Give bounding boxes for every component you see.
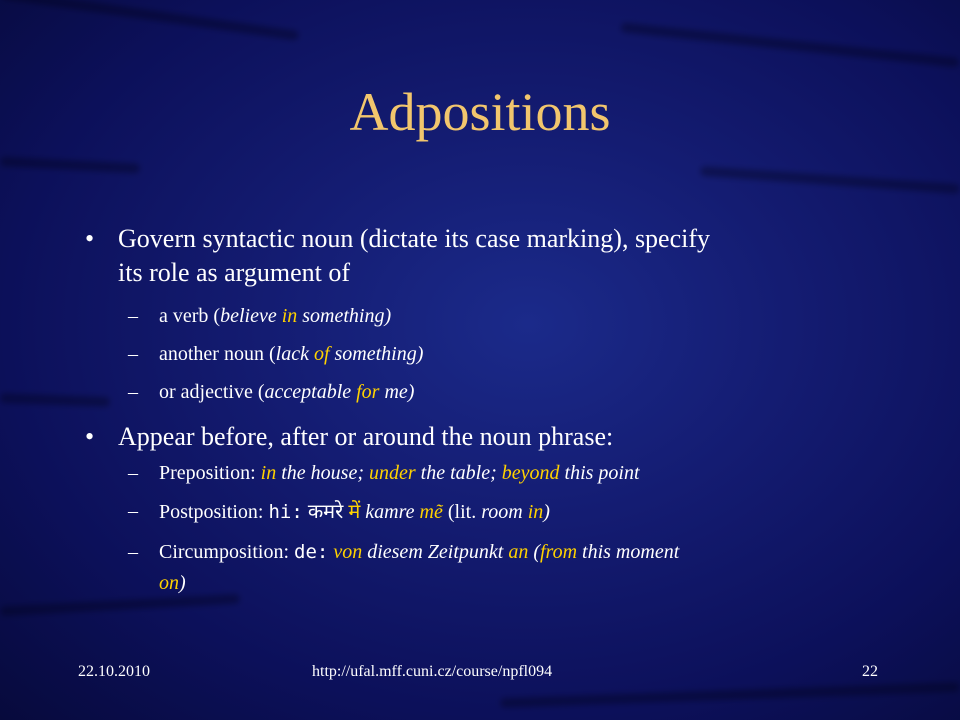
slide: Adpositions • Govern syntactic noun (dictate its case marking), specify its role as argument of – a verb (believe in something) – another noun (lack of something) – or adjective (acceptable for me) • Appear before, after or around the noun phrase: – Preposition: in the house; under the table; beyond this point – Postposition: hi: कमरे में kamre mẽ (lit. room in) – Circumposition: de: von diesem Zeitpunkt an (from this moment on) 22.10.2010 http://ufal.mff.cuni.cz/course/npfl094 22 [0, 0, 960, 720]
dash: – [128, 462, 138, 484]
bullet-dot: • [85, 422, 95, 451]
background-streak [620, 22, 959, 67]
footer-date: 22.10.2010 [78, 663, 150, 680]
footer-page-number: 22 [862, 663, 878, 680]
dash: – [128, 381, 138, 403]
background-streak [0, 594, 240, 617]
dash: – [128, 343, 138, 365]
slide-title: Adpositions [349, 82, 611, 142]
background-streak [1, 0, 299, 41]
bullet-dot: • [85, 224, 95, 253]
bullet-1-line-2: its role as argument of [118, 258, 351, 287]
background-streak [700, 166, 960, 194]
background-streak [0, 393, 110, 407]
bullet-1-line-1: Govern syntactic noun (dictate its case marking), specify [118, 224, 711, 253]
dash: – [128, 541, 138, 563]
background-streak [0, 156, 140, 173]
bullet-2-line-1: Appear before, after or around the noun phrase: [118, 422, 614, 451]
dash: – [128, 305, 138, 327]
dash: – [128, 500, 138, 522]
sub-item-circumposition-cont: on) [159, 572, 186, 594]
footer-url[interactable]: http://ufal.mff.cuni.cz/course/npfl094 [312, 663, 553, 680]
background-streak [500, 682, 960, 708]
